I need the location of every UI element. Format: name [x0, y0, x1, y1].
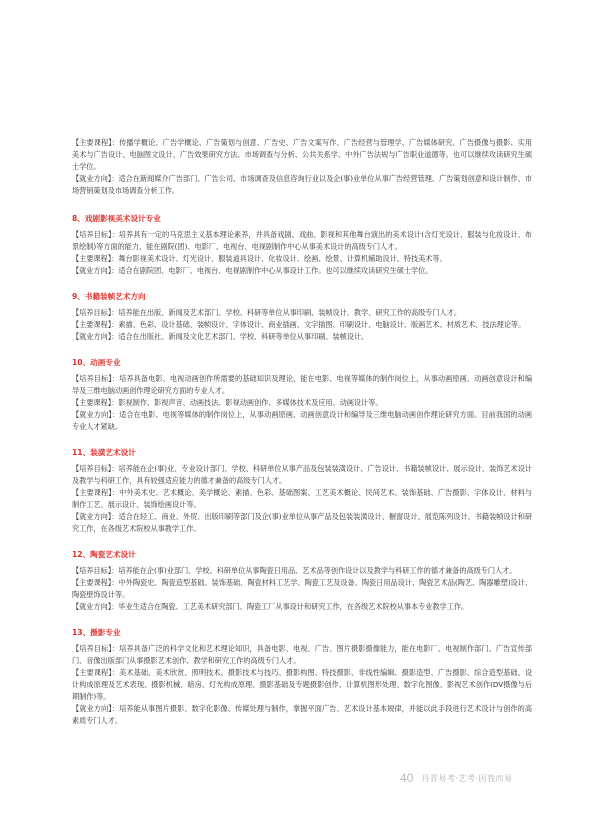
section-13 — [72, 627, 532, 727]
section-goal: 【培养目标】：培养能在企(事)业部门、学校、科研单位从事陶瓷日用品、艺术品等创作设计以及教学与科研工作的德才兼备的高级专门人才。 — [72, 566, 517, 575]
section-careers: 【就业方向】：适合在出版社、新闻及文化艺术部门、学校、科研等单位从事印刷、装帧设计。 — [72, 332, 369, 341]
section-goal: 【培养目标】：培养能在出版、新闻及艺术部门、学校、科研等单位从事印刷、装帧设计、教学、研究工作的高级专门人才。 — [72, 308, 461, 317]
section-title: 12、陶瓷艺术设计 — [72, 550, 136, 559]
section-title: 9、书籍装帧艺术方向 — [72, 292, 146, 301]
section-courses: 【主要课程】：美术基础、美术欣赏、照明技术、摄影技术与技巧、摄影构图、特技摄影、非线性编辑、摄影造型、广告摄影、综合造型基础、设计构成原理及艺术表现、摄影机械、暗房、灯光构成原理、摄影基础及专题摄影创作、计算机图形处理、数字化图像、影视艺术创作(DV摄像与后期制作)等。 — [72, 668, 532, 701]
page-number: 40 — [400, 771, 414, 785]
section-courses: 【主要课程】：中外美术史、艺术概论、美学概论、素描、色彩、基础图案、工艺美术概论、民间艺术、装饰基础、广告摄影、字体设计、材料与制作工艺、展示设计、装饰绘画设计等。 — [72, 488, 532, 509]
section-9 — [72, 291, 532, 343]
section-title: 13、摄影专业 — [72, 628, 121, 637]
section-careers: 【就业方向】：培养能从事图片摄影、数字化影像、传媒处理与制作，掌握平面广告、艺术设计基本规律，并能以此手段进行艺术设计与创作的高素质专门人才。 — [72, 704, 532, 725]
section-title: 11、装潢艺术设计 — [72, 448, 136, 457]
section-goal: 【培养目标】：培养能在企(事)业、专业设计部门、学校、科研单位从事产品及包装装潢设计、广告设计、书籍装帧设计、展示设计、装饰艺术设计及教学与科研工作，具有较强适应能力的德才兼备的高级专门人才。 — [72, 464, 532, 485]
section-title: 8、戏剧影视美术设计专业 — [72, 214, 161, 223]
intro-careers: 【就业方向】：适合在新闻媒介广告部门、广告公司、市场调查及信息咨询行业以及企(事)业单位从事广告经营管理、广告策划创意和设计制作、市场营销策划及市场调查分析工作。 — [72, 174, 532, 195]
section-careers: 【就业方向】：适合在剧院团、电影厂、电视台、电视剧制作中心从事设计工作。也可以继续攻读研究生硕士学位。 — [72, 266, 433, 275]
section-12 — [72, 549, 532, 613]
section-courses: 【主要课程】：影视制作、影视声音、动画技法、影视动画创作、多媒体技术及应用、动画设计等。 — [72, 398, 383, 407]
page-content — [72, 137, 532, 727]
section-careers: 【就业方向】：适合在轻工、商业、外贸、出版印刷等部门及企(事)业单位从事产品及包装装潢设计、橱窗设计、展览陈列设计、书籍装帧设计和研究工作，在各级艺术院校从事教学工作。 — [72, 512, 532, 533]
footer-brand-text: 丹青易考·艺考·因我而易 — [421, 773, 513, 783]
section-goal: 【培养目标】：培养具备电影、电视动画创作所需要的基础知识及理论，能在电影、电视等媒体的制作岗位上，从事动画原画、动画创意设计和编导及三维电脑动画创作理论研究方面的专业人才。 — [72, 374, 532, 395]
page-footer — [400, 771, 560, 785]
section-goal: 【培养目标】：培养具有一定的马克思主义基本理论素养，并具备戏剧、戏曲、影视和其他舞台演出的美术设计(含灯光设计、服装与化妆设计、布景绘制)等方面的能力，能在剧院(团)、电影厂、电视台、电视剧制作中心从事美术设计的高级专门人才。 — [72, 230, 532, 251]
section-title: 10、动画专业 — [72, 358, 121, 367]
section-courses: 【主要课程】：素描、色彩、设计基础、装帧设计、字体设计、商业插画、文字插图、印刷设计、电脑设计、版画艺术、材质艺术、技法理论等。 — [72, 320, 526, 329]
spacer — [72, 197, 532, 213]
intro-courses: 【主要课程】：传播学概论、广告学概论、广告策划与创意、广告史、广告文案写作、广告经营与管理学、广告媒体研究、广告摄像与摄影、实用美术与广告设计、电脑图文设计、广告效果研究方法、市场调查与分析、公共关系学、中外广告法规与广告职业道德等。也可以继续攻读研究生硕士学位。 — [72, 138, 532, 171]
section-courses: 【主要课程】：中外陶瓷史、陶瓷造型基础、装饰基础、陶瓷材料工艺学、陶瓷工艺及设备、陶瓷日用品设计、陶瓷艺术品(陶艺、陶器雕塑)设计、陶瓷壁饰设计等。 — [72, 578, 532, 599]
section-careers: 【就业方向】：毕业生适合在陶瓷、工艺美术研究部门、陶瓷工厂从事设计和研究工作，在各级艺术院校从事本专业教学工作。 — [72, 602, 469, 611]
section-10 — [72, 357, 532, 433]
section-courses: 【主要课程】：舞台影视美术设计、灯光设计、服装道具设计、化妆设计、绘画、绘景、计算机辅助设计、特技美术等。 — [72, 254, 447, 263]
section-8 — [72, 213, 532, 277]
section-goal: 【培养目标】：培养具备广泛的科学文化和艺术理论知识，具备电影、电视、广告、图片摄影摄像能力，能在电影厂、电视制作部门、广告宣传部门、音像出版部门从事摄影艺术创作、教学和研究工作的高级专门人才。 — [72, 644, 532, 665]
section-careers: 【就业方向】：适合在电影、电视等媒体的制作岗位上，从事动画原画、动画创意设计和编导及三维电脑动画创作理论研究方面。目前我国的动画专业人才紧缺。 — [72, 410, 532, 431]
section-11 — [72, 447, 532, 535]
